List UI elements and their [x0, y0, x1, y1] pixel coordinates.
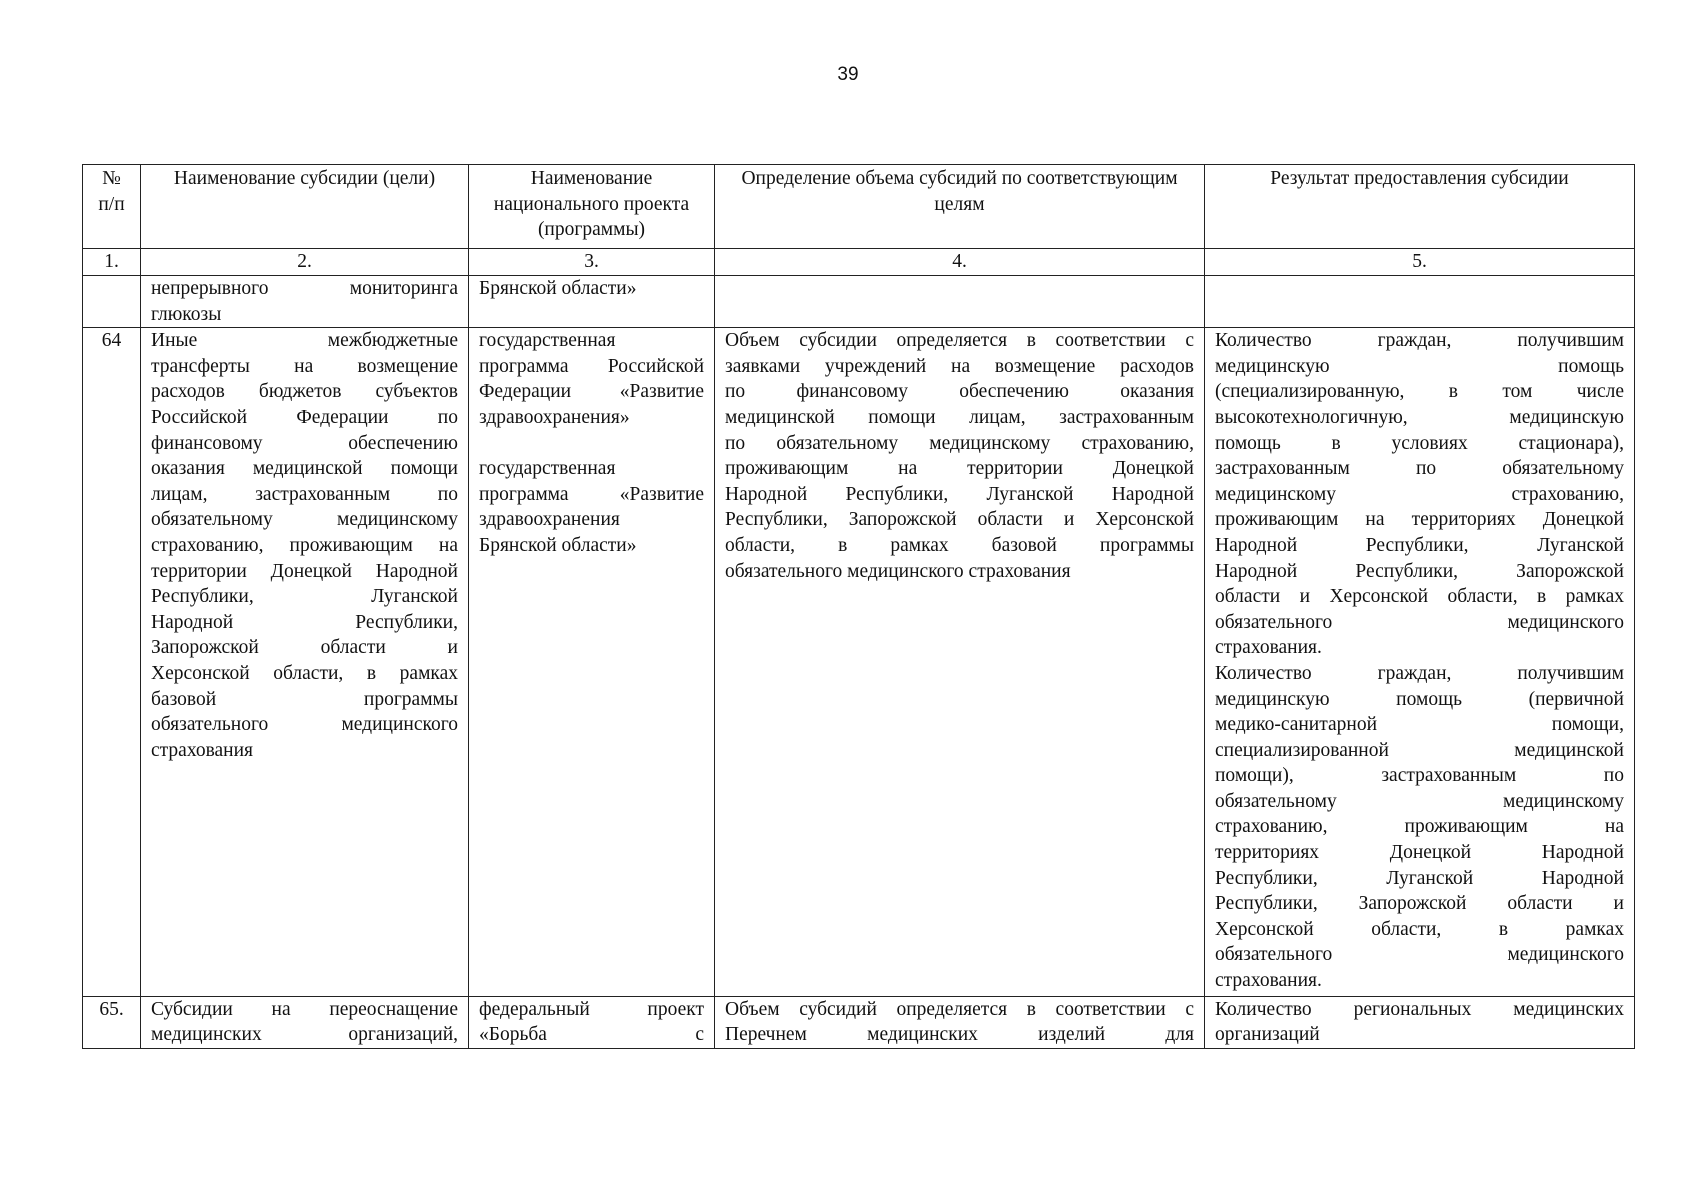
text-line: области, в рамках базовой программы [725, 534, 1194, 556]
text-line: организаций [1215, 1024, 1320, 1046]
text-line: проживающим на территории Донецкой [725, 458, 1194, 480]
text-line: федеральный проект [479, 998, 704, 1020]
row-subsidy-name [141, 328, 469, 996]
text-line: здравоохранения» [479, 406, 630, 428]
text-line: страхования [151, 739, 254, 761]
text-line: расходов бюджетов субъектов [151, 381, 458, 403]
text-line: Народной Республики, Луганской [1215, 534, 1624, 556]
text-line: территориях Донецкой Народной [1215, 842, 1624, 864]
text-line: Херсонской области, в рамках [151, 662, 458, 684]
text-line: помощь в условиях стационара), [1215, 432, 1624, 454]
text-line: обязательному медицинскому [151, 509, 458, 531]
result-block [1215, 661, 1624, 994]
text-line: медицинских организаций, [151, 1024, 458, 1046]
text-line: Народной Республики, Луганской Народной [725, 483, 1194, 505]
column-number: 3. [469, 249, 715, 276]
text-line: лицам, застрахованным по [151, 483, 458, 505]
text-line: программа «Развитие [479, 483, 704, 505]
text-line: Запорожской области и [151, 637, 458, 659]
text-line: базовой программы [151, 688, 458, 710]
text-line: непрерывного мониторинга [151, 278, 458, 299]
table-row [83, 328, 1635, 996]
table-row [83, 996, 1635, 1048]
row-volume [715, 328, 1205, 996]
row-num: 64 [83, 328, 141, 996]
text-line: страхованию, проживающим на [151, 534, 458, 556]
text-line: Иные межбюджетные [151, 330, 458, 352]
program-block [479, 328, 704, 430]
text-line: медицинскую помощь [1215, 355, 1624, 377]
text-line: Объем субсидии определяется в соответствии с [725, 330, 1194, 352]
text-line: Количество граждан, получившим [1215, 330, 1624, 352]
text-line: проживающим на территориях Донецкой [1215, 509, 1624, 531]
text-line: обязательного медицинского [1215, 944, 1624, 966]
text-line: Субсидии на переоснащение [151, 998, 458, 1020]
text-line: высокотехнологичную, медицинскую [1215, 406, 1624, 428]
row-result [1205, 276, 1635, 328]
row-result [1205, 996, 1635, 1048]
column-number: 2. [141, 249, 469, 276]
text-line: Количество граждан, получившим [1215, 662, 1624, 684]
row-result [1205, 328, 1635, 996]
text-line: «Борьба с [479, 1024, 704, 1046]
text-line: помощи), застрахованным по [1215, 765, 1624, 787]
text-line: медицинскую помощь (первичной [1215, 688, 1624, 710]
column-numbers-row [83, 249, 1635, 276]
text-line: Брянской области» [479, 534, 637, 556]
text-line: государственная [479, 458, 616, 480]
text-line: трансферты на возмещение [151, 355, 458, 377]
text-line: Количество региональных медицинских [1215, 998, 1624, 1020]
text-line: застрахованным по обязательному [1215, 458, 1624, 480]
column-number: 4. [715, 249, 1205, 276]
result-block [1215, 328, 1624, 661]
row-num [83, 276, 141, 328]
text-line: (специализированную, в том числе [1215, 381, 1624, 403]
row-program [469, 328, 715, 996]
text-line: специализированной медицинской [1215, 739, 1624, 761]
text-line: Республики, Луганской [151, 586, 458, 608]
text-line: медицинскому страхованию, [1215, 483, 1624, 505]
text-line: медико-санитарной помощи, [1215, 714, 1624, 736]
text-line: территории Донецкой Народной [151, 560, 458, 582]
text-line: страхования. [1215, 970, 1322, 992]
text-line: Республики, Запорожской области и [1215, 893, 1624, 915]
text-line: Российской Федерации по [151, 406, 458, 428]
text-line: обязательного медицинского [1215, 611, 1624, 633]
text-line: по финансовому обеспечению оказания [725, 381, 1194, 403]
column-number: 5. [1205, 249, 1635, 276]
table-row [83, 276, 1635, 328]
header-result: Результат предоставления субсидии [1205, 165, 1635, 249]
text-line: страхованию, проживающим на [1215, 816, 1624, 838]
header-volume-definition: Определение объема субсидий по соответствующим целям [715, 165, 1205, 249]
column-number: 1. [83, 249, 141, 276]
row-volume [715, 996, 1205, 1048]
program-block [479, 456, 704, 558]
text-line: области и Херсонской области, в рамках [1215, 586, 1624, 608]
text-line: Народной Республики, [151, 611, 458, 633]
text-line: Федерации «Развитие [479, 381, 704, 403]
row-volume [715, 276, 1205, 328]
header-subsidy-name: Наименование субсидии (цели) [141, 165, 469, 249]
text-line: обязательному медицинскому [1215, 790, 1624, 812]
text-line: Брянской области» [479, 278, 637, 299]
text-line: оказания медицинской помощи [151, 458, 458, 480]
text-line: Народной Республики, Запорожской [1215, 560, 1624, 582]
text-line: Перечнем медицинских изделий для [725, 1024, 1194, 1046]
row-program [469, 996, 715, 1048]
row-num: 65. [83, 996, 141, 1048]
text-line: здравоохранения [479, 509, 620, 531]
text-line: программа Российской [479, 355, 704, 377]
row-subsidy-name [141, 276, 469, 328]
page-number: 39 [837, 64, 859, 85]
text-line: государственная [479, 330, 616, 352]
text-line: глюкозы [151, 303, 222, 325]
header-num: № п/п [83, 165, 141, 249]
table-header-row [83, 165, 1635, 249]
row-subsidy-name [141, 996, 469, 1048]
text-line: Республики, Луганской Народной [1215, 867, 1624, 889]
subsidy-table [82, 164, 1635, 1049]
text-line: Объем субсидий определяется в соответствии с [725, 998, 1194, 1020]
text-line: страхования. [1215, 637, 1322, 659]
text-line: Херсонской области, в рамках [1215, 918, 1624, 940]
text-line: финансовому обеспечению [151, 432, 458, 454]
text-line: Республики, Запорожской области и Херсонской [725, 509, 1194, 531]
text-line: обязательного медицинского страхования [725, 560, 1071, 582]
text-line: заявками учреждений на возмещение расходов [725, 355, 1194, 377]
text-line: медицинской помощи лицам, застрахованным [725, 406, 1194, 428]
header-project-name: Наименование национального проекта (программы) [469, 165, 715, 249]
text-line: по обязательному медицинскому страхованию, [725, 432, 1194, 454]
row-program [469, 276, 715, 328]
text-line: обязательного медицинского [151, 714, 458, 736]
